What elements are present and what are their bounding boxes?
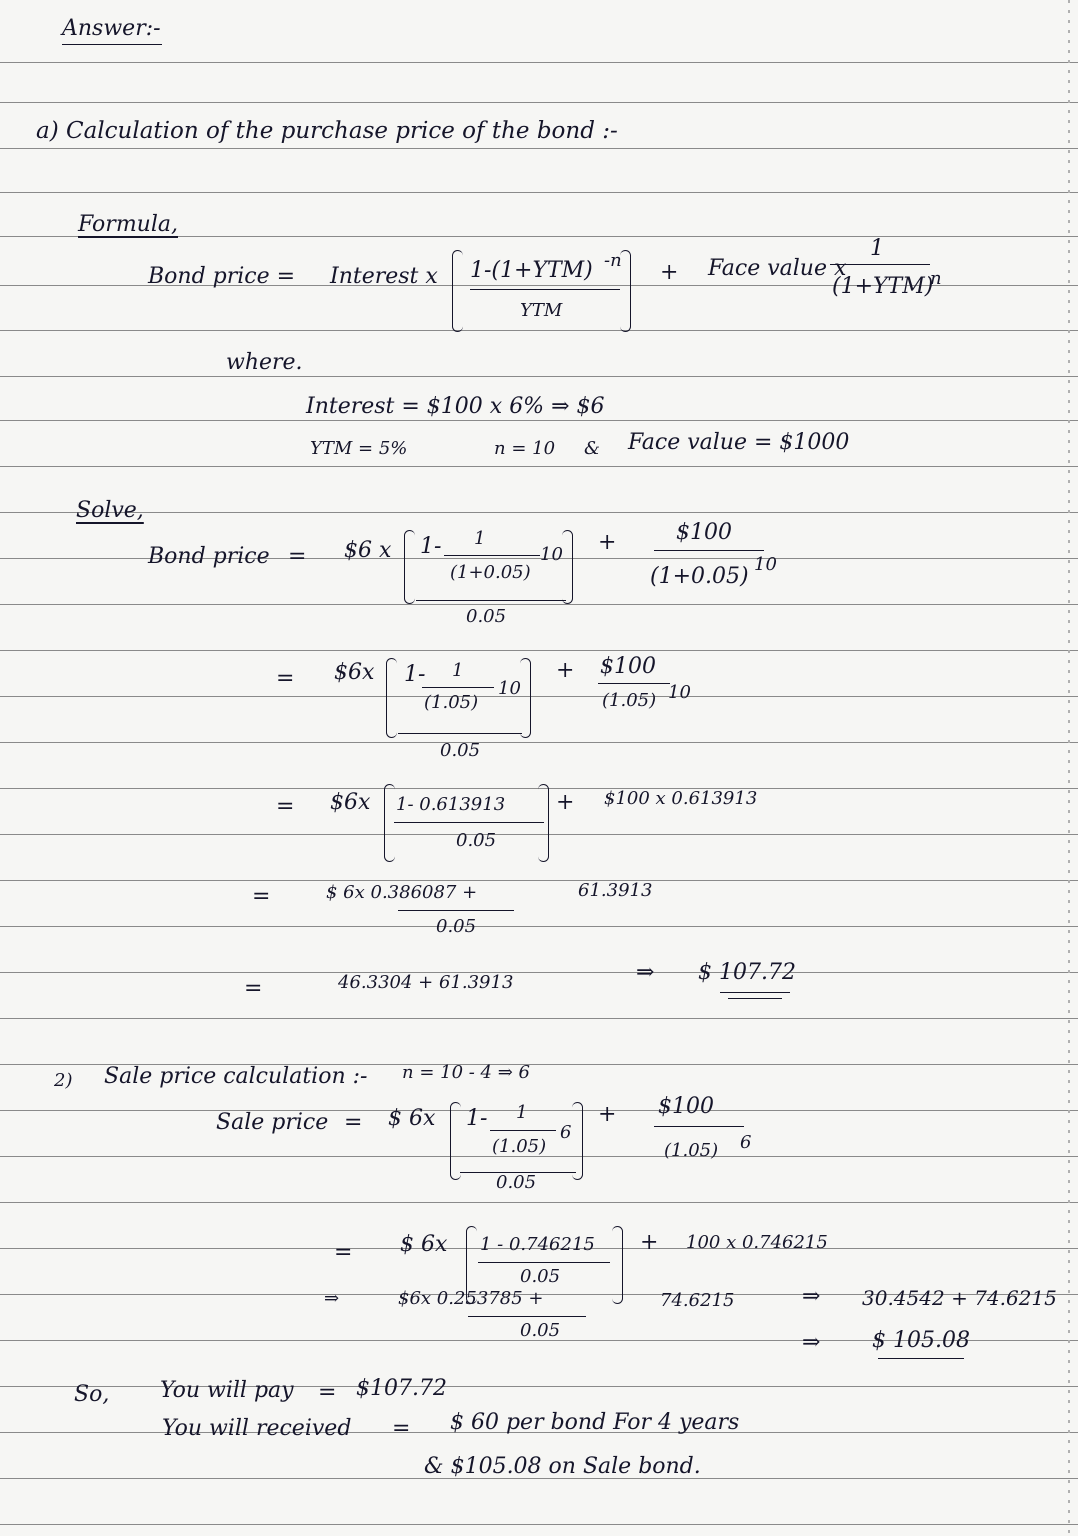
formula-face: Face value x bbox=[708, 256, 847, 281]
formula-numerator: 1-(1+YTM) bbox=[470, 258, 593, 283]
step1-fraction-bar bbox=[416, 600, 566, 601]
sale-step1-fv-base: (1.05) bbox=[664, 1140, 719, 1161]
part-b-n-line: n = 10 - 4 ⇒ 6 bbox=[402, 1062, 530, 1083]
step1-plus: + bbox=[598, 530, 617, 555]
formula-denominator: YTM bbox=[520, 300, 563, 321]
result-underline-1 bbox=[720, 992, 790, 993]
sale-step2-fraction-bar bbox=[478, 1262, 610, 1263]
formula-plus: + bbox=[660, 260, 679, 285]
step2-fv-bar bbox=[598, 683, 670, 684]
step3-rhs: $100 x 0.613913 bbox=[604, 788, 758, 809]
step1-bracket-left bbox=[404, 530, 415, 604]
sale-step1-base: (1.05) bbox=[492, 1136, 547, 1157]
step1-fv-exp: 10 bbox=[754, 554, 777, 575]
summary-pay-eq: = bbox=[318, 1380, 337, 1405]
sale-step1-inner-bar bbox=[490, 1130, 556, 1131]
sale-step1-one: 1 bbox=[516, 1102, 528, 1123]
sale-step3-arrow2: ⇒ bbox=[802, 1284, 821, 1309]
solve-label: Solve, bbox=[76, 498, 144, 523]
step5-main: 46.3304 + 61.3913 bbox=[338, 972, 514, 993]
sale-result-underline bbox=[878, 1358, 964, 1359]
step2-bracket-left bbox=[386, 658, 397, 738]
result-underline-2 bbox=[728, 998, 782, 999]
step3-bracket-right bbox=[538, 784, 549, 862]
sale-step1-den: 0.05 bbox=[496, 1172, 537, 1193]
formula-exp-n: -n bbox=[604, 250, 622, 271]
step1-lhs: Bond price bbox=[148, 544, 270, 569]
purchase-price-result: $ 107.72 bbox=[698, 960, 796, 985]
step2-coef: $6x bbox=[334, 660, 375, 685]
formula-fv-bar bbox=[830, 264, 930, 265]
step4-fraction-bar bbox=[398, 910, 514, 911]
sale-step3-arrow: ⇒ bbox=[324, 1288, 340, 1309]
step2-plus: + bbox=[556, 658, 575, 683]
sale-step1-plus: + bbox=[598, 1102, 617, 1127]
step2-den: 0.05 bbox=[440, 740, 481, 761]
sale-step1-bracket-left bbox=[450, 1102, 461, 1180]
summary-recv-eq: = bbox=[392, 1416, 411, 1441]
sale-step1-fv-exp: 6 bbox=[740, 1132, 752, 1153]
step3-eq: = bbox=[276, 794, 295, 819]
step4-main: $ 6x 0.386087 + bbox=[326, 882, 478, 903]
step4-rhs: 61.3913 bbox=[578, 880, 653, 901]
sale-step1-one-minus: 1- bbox=[466, 1106, 488, 1131]
step2-eq: = bbox=[276, 666, 295, 691]
sale-step2-plus: + bbox=[640, 1230, 659, 1255]
step1-eq: = bbox=[288, 544, 307, 569]
sale-step2-rhs: 100 x 0.746215 bbox=[686, 1232, 828, 1253]
sale-step2-coef: $ 6x bbox=[400, 1232, 448, 1257]
formula-bracket-left bbox=[452, 250, 463, 332]
sale-step2-bracket-right bbox=[612, 1226, 623, 1304]
step1-num: $100 bbox=[676, 520, 732, 545]
step3-plus: + bbox=[556, 790, 575, 815]
where-label: where. bbox=[226, 350, 303, 375]
step1-coef: $6 x bbox=[344, 538, 392, 563]
part-a-heading: a) Calculation of the purchase price of the bond :- bbox=[36, 118, 618, 144]
step2-inner-bar bbox=[422, 687, 494, 688]
step5-eq: = bbox=[244, 976, 263, 1001]
sale-step1-coef: $ 6x bbox=[388, 1106, 436, 1131]
step1-base: (1+0.05) bbox=[450, 562, 531, 583]
formula-label: Formula, bbox=[78, 212, 178, 237]
step5-arrow: ⇒ bbox=[636, 960, 655, 985]
sale-step3-rhs: 30.4542 + 74.6215 bbox=[862, 1286, 1057, 1310]
step3-num: 1- 0.613913 bbox=[396, 794, 506, 815]
sale-step3-main: $6x 0.253785 + bbox=[398, 1288, 544, 1309]
step3-den: 0.05 bbox=[456, 830, 497, 851]
step2-base: (1.05) bbox=[424, 692, 479, 713]
step2-fv-base: (1.05) bbox=[602, 690, 657, 711]
margin-dots bbox=[1068, 0, 1070, 1536]
step1-den: 0.05 bbox=[466, 606, 507, 627]
sale-step2-eq: = bbox=[334, 1240, 353, 1265]
sale-step4-arrow: ⇒ bbox=[802, 1330, 821, 1355]
sale-step3-fraction-bar bbox=[468, 1316, 586, 1317]
step1-one: 1 bbox=[474, 528, 486, 549]
step1-inner-bar bbox=[444, 555, 540, 556]
part-b-label: 2) bbox=[54, 1070, 73, 1091]
amp: & bbox=[584, 438, 601, 459]
summary-recv-value2: & $105.08 on Sale bond. bbox=[424, 1454, 701, 1479]
sale-step3-den: 0.05 bbox=[520, 1320, 561, 1341]
sale-step1-fv-bar bbox=[654, 1126, 744, 1127]
answer-header: Answer:- bbox=[62, 16, 161, 41]
summary-pay-label: You will pay bbox=[160, 1378, 294, 1403]
ytm-value: YTM = 5% bbox=[310, 438, 408, 459]
step4-den: 0.05 bbox=[436, 916, 477, 937]
summary-recv-value: $ 60 per bond For 4 years bbox=[450, 1410, 740, 1435]
formula-interest: Interest x bbox=[330, 264, 438, 289]
sale-step1-bracket-right bbox=[572, 1102, 583, 1180]
step2-one: 1 bbox=[452, 660, 464, 681]
step2-num: $100 bbox=[600, 654, 656, 679]
formula-fv-denom: (1+YTM) bbox=[832, 274, 934, 299]
sale-step1-num: $100 bbox=[658, 1094, 714, 1119]
step2-one-minus: 1- bbox=[404, 662, 426, 687]
step1-fv-base: (1+0.05) bbox=[650, 564, 749, 589]
header-underline bbox=[62, 44, 162, 45]
formula-fraction-bar bbox=[470, 289, 620, 290]
sale-price-result: $ 105.08 bbox=[872, 1328, 970, 1353]
step2-exp: 10 bbox=[498, 678, 521, 699]
formula-lhs: Bond price = bbox=[148, 264, 296, 289]
step1-bracket-right bbox=[562, 530, 573, 604]
sale-step2-den: 0.05 bbox=[520, 1266, 561, 1287]
formula-one: 1 bbox=[870, 236, 884, 261]
summary-so: So, bbox=[74, 1382, 110, 1407]
sale-step1-lhs: Sale price bbox=[216, 1110, 329, 1135]
n-value: n = 10 bbox=[494, 438, 556, 459]
step2-fv-exp: 10 bbox=[668, 682, 691, 703]
step3-coef: $6x bbox=[330, 790, 371, 815]
sale-step1-exp: 6 bbox=[560, 1122, 572, 1143]
step2-fraction-bar bbox=[398, 733, 522, 734]
step3-bracket-left bbox=[384, 784, 395, 862]
sale-step3-mid: 74.6215 bbox=[660, 1290, 735, 1311]
sale-step1-eq: = bbox=[344, 1110, 363, 1135]
part-b-heading: Sale price calculation :- bbox=[104, 1064, 368, 1089]
step1-fv-bar bbox=[654, 550, 764, 551]
step3-fraction-bar bbox=[394, 822, 544, 823]
sale-step2-num: 1 - 0.746215 bbox=[480, 1234, 595, 1255]
step4-eq: = bbox=[252, 884, 271, 909]
step1-exp: 10 bbox=[540, 544, 563, 565]
summary-pay-value: $107.72 bbox=[356, 1376, 447, 1401]
formula-bracket-right bbox=[620, 250, 631, 332]
formula-fv-exp: n bbox=[930, 268, 942, 289]
step1-one-minus: 1- bbox=[420, 534, 442, 559]
face-value: Face value = $1000 bbox=[628, 430, 850, 455]
step2-bracket-right bbox=[520, 658, 531, 738]
summary-recv-label: You will received bbox=[162, 1416, 352, 1441]
interest-line: Interest = $100 x 6% ⇒ $6 bbox=[306, 394, 605, 419]
